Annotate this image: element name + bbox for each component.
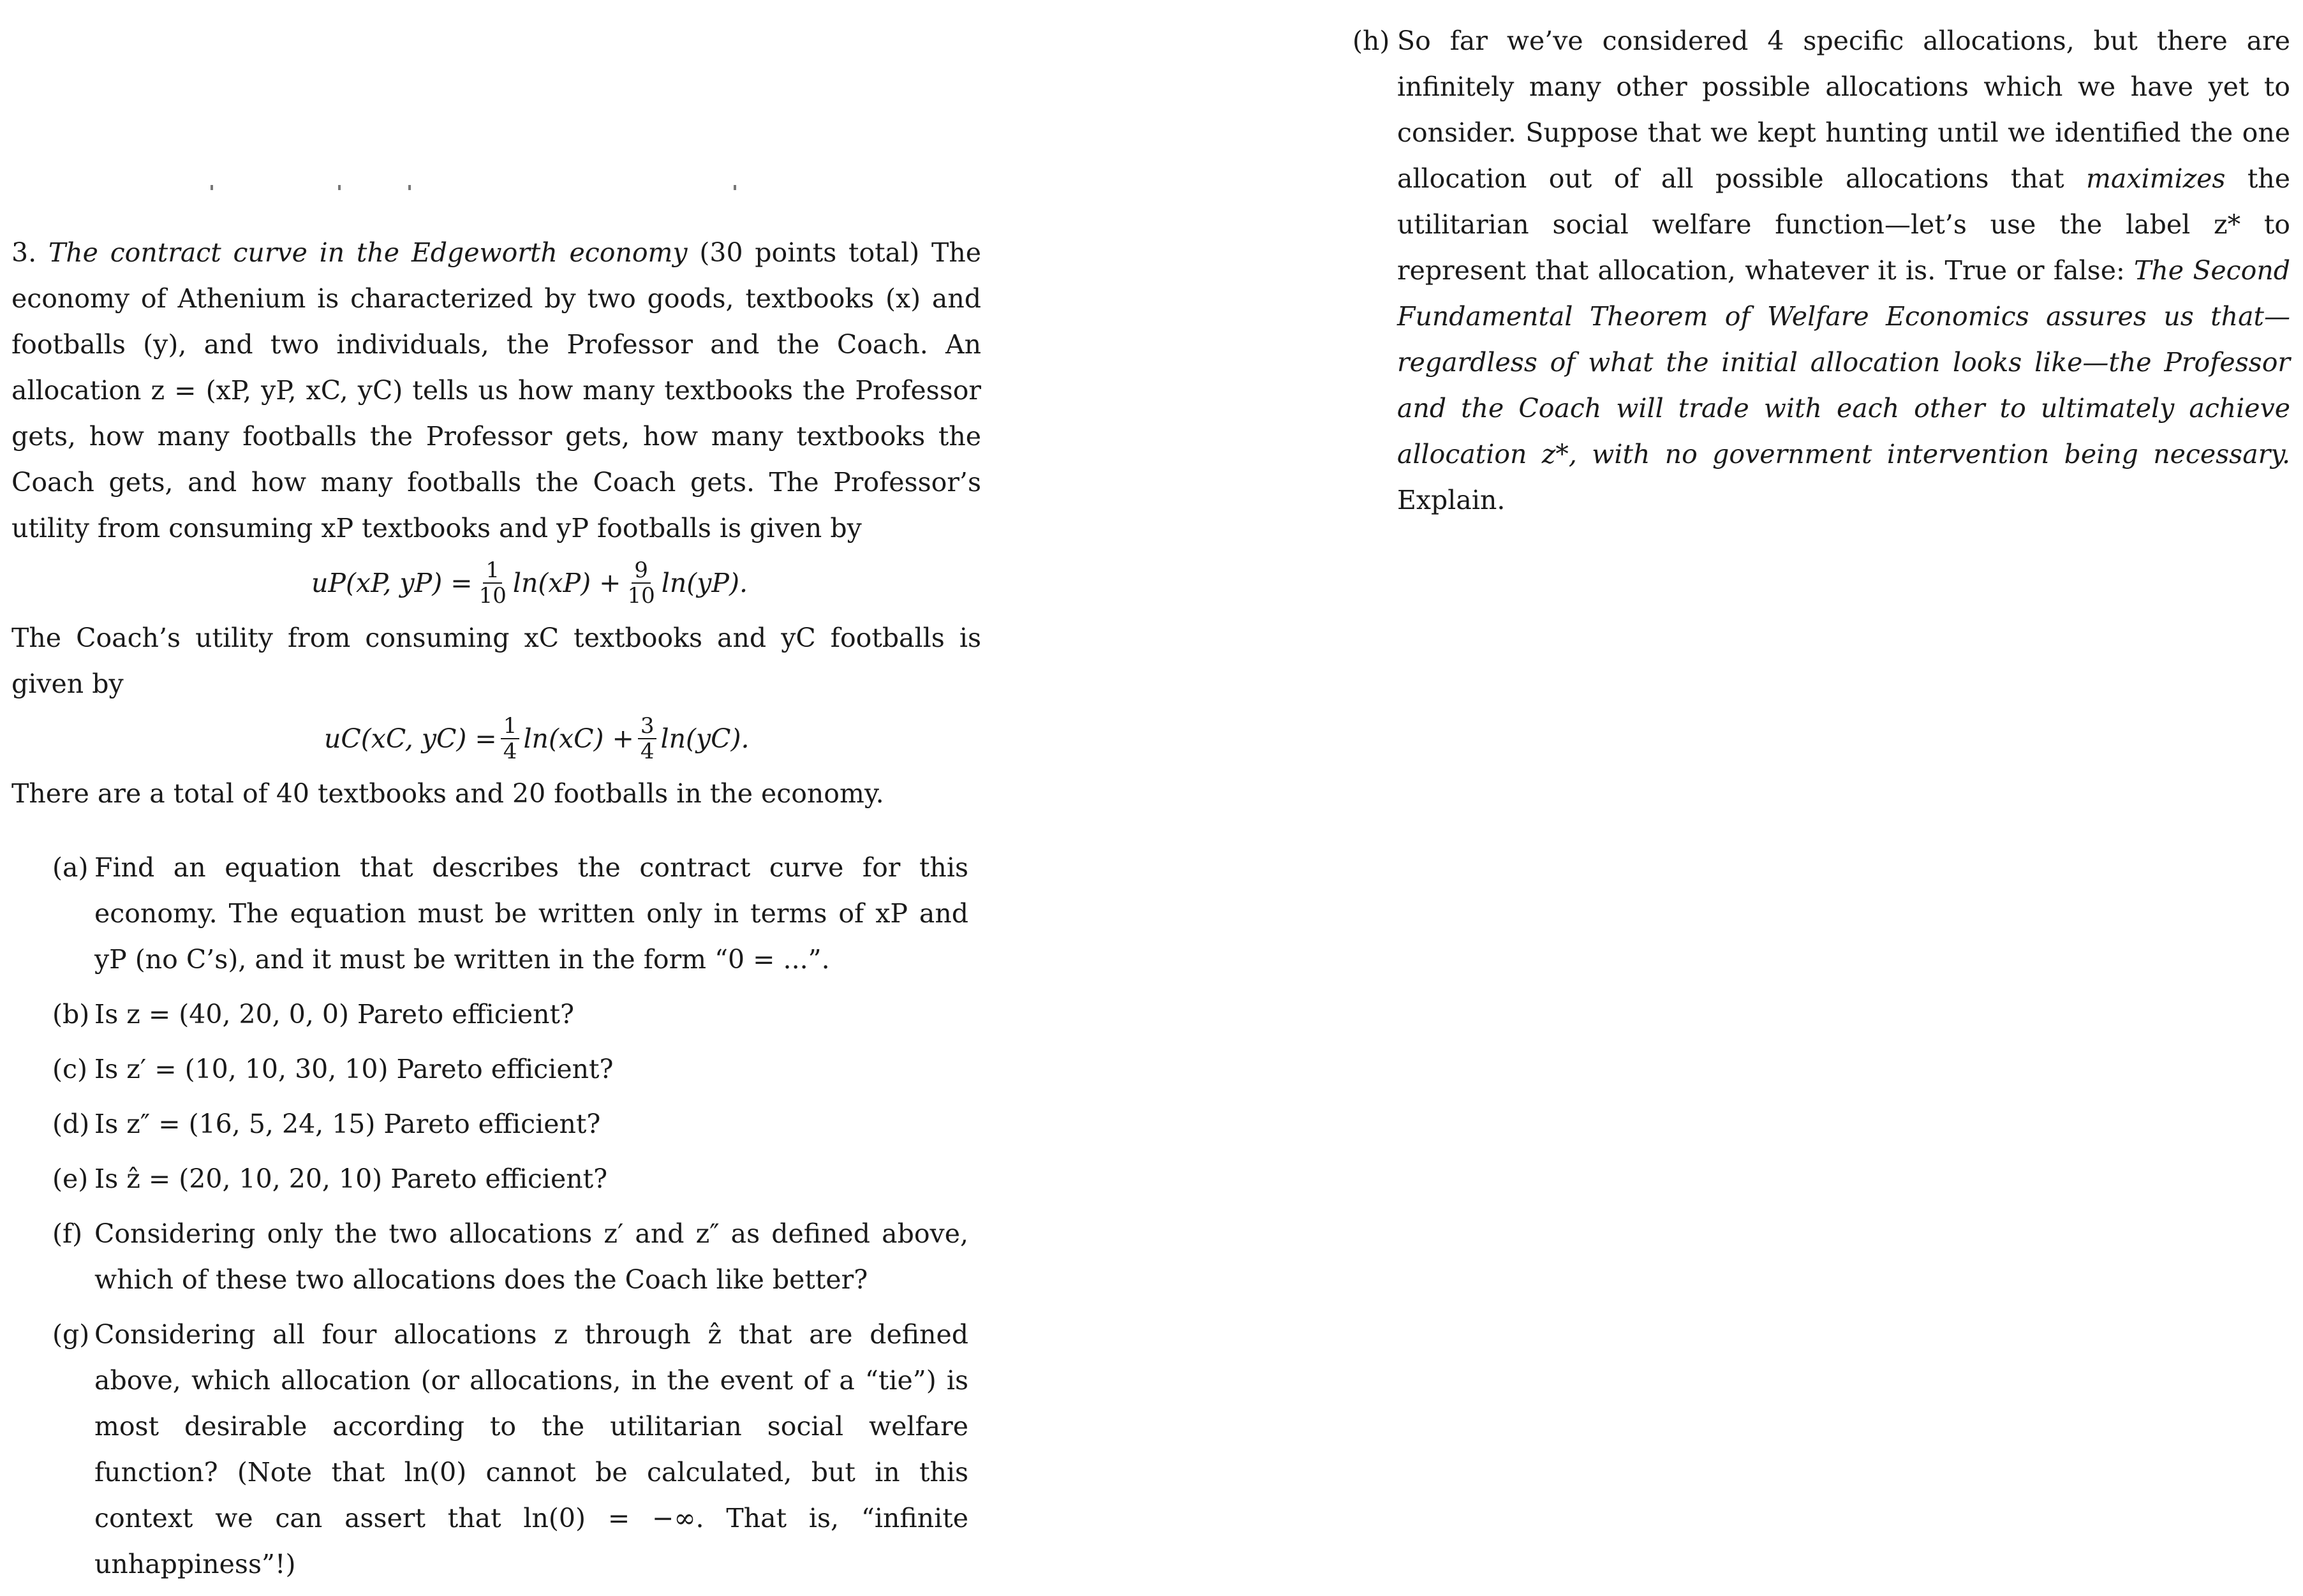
fraction-denominator: 10 (478, 583, 507, 609)
problem-3 (11, 230, 981, 1596)
problem-intro (11, 230, 981, 551)
eq-term: ln(xC) + (523, 723, 634, 754)
sub-question-text: Is z = (40, 20, 0, 0) Pareto efficient? (94, 999, 574, 1030)
sub-question-label: (b) (52, 999, 90, 1030)
fraction-numerator: 9 (632, 558, 651, 584)
sub-question-text (1397, 18, 2290, 523)
fraction (501, 714, 520, 764)
fraction (638, 714, 657, 764)
sub-question-h (1352, 18, 2290, 523)
professor-utility-equation (11, 551, 981, 615)
eq-term: ln(xP) + (512, 568, 621, 598)
fraction-denominator: 4 (640, 739, 655, 764)
sub-question-text: Considering all four allocations z through ẑ that are defined above, which allocation (or allocations, in the event of a “tie”) is most desirable according to the utilitarian social welfare function? (Note that ln(0) cannot be calculated, but in this context we can assert that ln(0) = −∞. That is, “infinite unhappiness”!) (94, 1319, 968, 1579)
sub-question-a (11, 845, 981, 982)
fraction-numerator: 1 (483, 558, 502, 584)
sub-question-b (11, 991, 981, 1037)
sub-question-text: Is z′ = (10, 10, 30, 10) Pareto efficient? (94, 1054, 614, 1084)
text-run: Explain. (1397, 485, 1506, 515)
totals-statement: There are a total of 40 textbooks and 20 footballs in the economy. (11, 778, 884, 809)
sub-question-list (11, 845, 981, 1587)
fraction-numerator: 1 (501, 714, 520, 739)
fraction (477, 558, 509, 608)
emphasis-maximizes: maximizes (2086, 163, 2226, 194)
sub-question-c (11, 1046, 981, 1092)
sub-question-e (11, 1156, 981, 1202)
theorem-statement: The Second Fundamental Theorem of Welfare Economics assures us that—regardless of what the initial allocation looks like—the Professor and the Coach will trade with each other to ultimately achieve allocation z*, with no government intervention being necessary. (1397, 255, 2290, 469)
sub-question-text: Is ẑ = (20, 10, 20, 10) Pareto efficient? (94, 1164, 608, 1194)
sub-question-label: (c) (52, 1054, 87, 1084)
text-run: the utilitarian social welfare function—let’s use the label z* to represent that allocation, whatever it is. True or false: (1397, 163, 2290, 286)
sub-question-label: (a) (52, 852, 89, 883)
eq-term: ln(yP). (661, 568, 748, 598)
text-run: So far we’ve considered 4 specific allocations, but there are infinitely many other possible allocations which we have yet to consider. Suppose that we kept hunting until we identified the one allocation out of all possible allocations that (1397, 26, 2290, 194)
eq-lhs: uC(xC, yC) = (324, 723, 497, 754)
eq-lhs: uP(xP, yP) = (311, 568, 473, 598)
problem-title: The contract curve in the Edgeworth economy (48, 237, 688, 268)
sub-question-label: (g) (52, 1319, 90, 1350)
problem-number: 3. (11, 237, 37, 268)
sub-question-label: (e) (52, 1164, 89, 1194)
sub-question-text: Find an equation that describes the contract curve for this economy. The equation must be written only in terms of xP and yP (no C’s), and it must be written in the form “0 = ...”. (94, 852, 968, 975)
sub-question-label: (h) (1352, 26, 1390, 56)
coach-intro: The Coach’s utility from consuming xC textbooks and yC footballs is given by (11, 623, 981, 699)
fraction (625, 558, 657, 608)
sub-question-f (11, 1211, 981, 1303)
sub-question-text: Considering only the two allocations z′ and z″ as defined above, which of these two allocations does the Coach like better? (94, 1218, 968, 1295)
coach-utility-equation (11, 707, 981, 771)
sub-question-label: (d) (52, 1109, 90, 1139)
fraction-denominator: 10 (627, 583, 655, 609)
fraction-denominator: 4 (503, 739, 517, 764)
cropped-text-fragment (211, 185, 759, 198)
sub-question-g (11, 1312, 981, 1587)
right-column (1352, 18, 2290, 523)
problem-intro-text: (30 points total) The economy of Athenium is characterized by two goods, textbooks (x) and footballs (y), and two individuals, the Professor and the Coach. An allocation z = (xP, yP, xC, yC) tells us how many textbooks the Professor gets, how many footballs the Professor gets, how many textbooks the Coach gets, and how many footballs the Coach gets. The Professor’s utility from consuming xP textbooks and yP footballs is given by (11, 237, 981, 543)
eq-term: ln(yC). (660, 723, 750, 754)
sub-question-text: Is z″ = (16, 5, 24, 15) Pareto efficient? (94, 1109, 601, 1139)
sub-question-d (11, 1101, 981, 1147)
sub-question-label: (f) (52, 1218, 83, 1249)
fraction-numerator: 3 (638, 714, 657, 739)
